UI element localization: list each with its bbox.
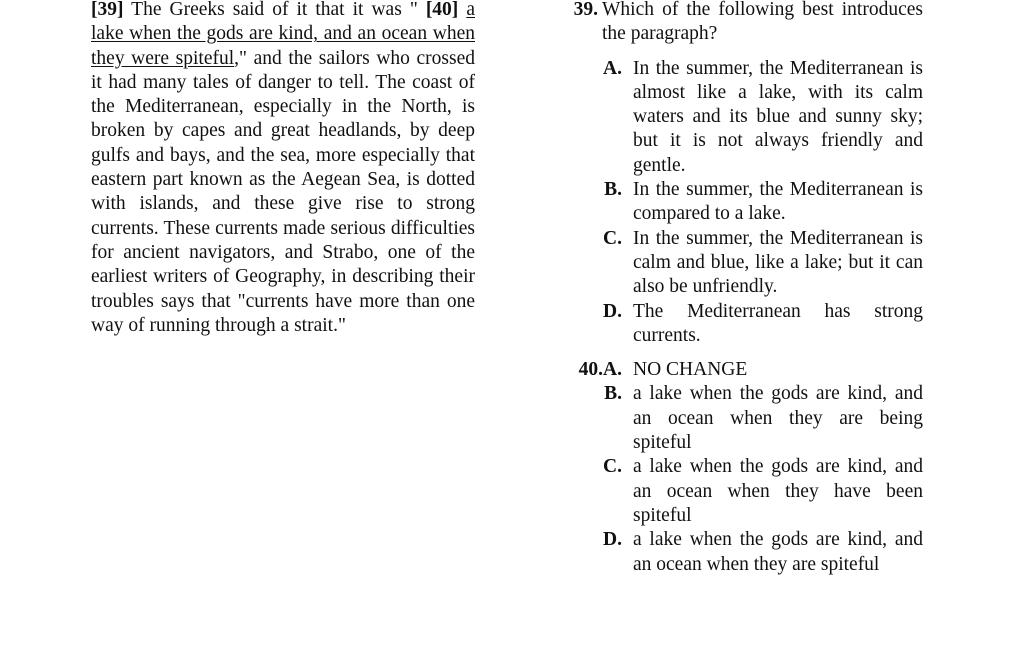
option-39-a[interactable] xyxy=(562,57,923,178)
underlined-portion: a lake when the gods are kind, and an ocean when they were spiteful xyxy=(91,0,475,69)
option-letter: C. xyxy=(603,456,622,478)
option-letter: B. xyxy=(604,179,622,201)
option-text: In the summer, the Mediterranean is compared to a lake. xyxy=(633,179,923,225)
option-text: In the summer, the Mediterranean is almost like a lake, with its calm waters and its blue and sunny sky; but it is not always friendly and gentle. xyxy=(633,57,923,176)
option-40-d[interactable] xyxy=(562,528,923,577)
question-39 xyxy=(562,0,923,348)
question-marker-40: [40] xyxy=(425,0,459,20)
option-letter: C. xyxy=(603,227,622,249)
option-40-a[interactable] xyxy=(562,358,923,382)
passage-text-body: ," and the sailors who crossed it had many tales of danger to tell. The coast of the Mediterranean, especially in the North, is broken by capes and great headlands, by deep gulfs and bays, and the sea, more especially that eastern part known as the Aegean Sea, is dotted with islands, and these give rise to strong currents. These currents made serious difficulties for ancient navigators, and Strabo, one of the earliest writers of Geography, in describing their troubles says that "currents have more than one way of running through a strait." xyxy=(91,47,475,336)
option-letter: A. xyxy=(603,57,622,79)
question-40-number: 40.A. xyxy=(578,359,622,381)
option-text: The Mediterranean has strong currents. xyxy=(633,300,923,346)
option-40-b[interactable] xyxy=(562,382,923,455)
option-39-b[interactable] xyxy=(562,178,923,227)
option-letter: D. xyxy=(603,300,622,322)
question-39-number: 39. xyxy=(573,0,598,20)
question-39-text: Which of the following best introduces the paragraph? xyxy=(602,0,923,45)
option-39-c[interactable] xyxy=(562,227,923,300)
passage-text-intro: The Greeks said of it that it was " xyxy=(123,0,426,20)
question-39-options xyxy=(562,57,923,349)
option-text: NO CHANGE xyxy=(633,359,748,381)
option-text: a lake when the gods are kind, and an ocean when they have been spiteful xyxy=(633,456,923,526)
question-40 xyxy=(562,358,923,577)
question-marker-39: [39] xyxy=(91,0,124,20)
option-text: a lake when the gods are kind, and an ocean when they are spiteful xyxy=(633,529,923,575)
option-letter: D. xyxy=(603,529,622,551)
question-39-stem xyxy=(562,0,923,47)
question-40-options xyxy=(562,358,923,577)
option-text: a lake when the gods are kind, and an ocean when they are being spiteful xyxy=(633,383,923,454)
option-letter: B. xyxy=(604,383,622,405)
passage xyxy=(91,0,475,338)
option-39-d[interactable] xyxy=(562,300,923,349)
option-40-c[interactable] xyxy=(562,455,923,528)
option-text: In the summer, the Mediterranean is calm and blue, like a lake; but it can also be unfriendly. xyxy=(633,227,923,298)
questions-column xyxy=(562,0,923,577)
